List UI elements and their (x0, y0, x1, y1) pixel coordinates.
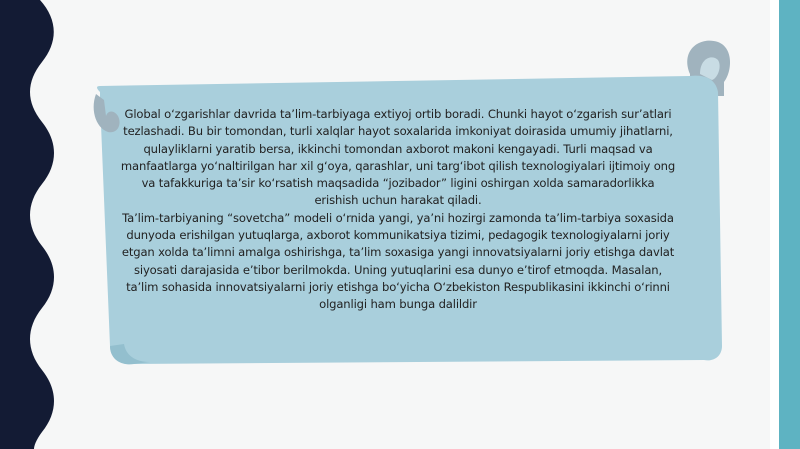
paragraph-1: Global o‘zgarishlar davrida ta’lim-tarbiyaga extiyoj ortib boradi. Chunki hayot o‘zgarish sur’atlari tezlashadi. Bu bir tomondan, turli xalqlar hayot soxalarida imkoniyat doirasida umumiy jihatlarni, qulayliklarni yaratib bersa, ikkinchi tomondan axborot makoni kengayadi. Turli maqsad va manfaatlarga yo‘naltirilgan har xil g‘oya, qarashlar, uni targ‘ibot qilish texnologiyalari ijtimoiy ong va tafakkuriga ta’sir ko‘rsatish maqsadida “jozibador” ligini oshirgan xolda samaradorlikka erishish uchun harakat qiladi. (120, 107, 676, 208)
main-text (118, 106, 678, 314)
paragraph-2: Ta’lim-tarbiyaning “sovetcha” modeli o‘rnida yangi, ya’ni hozirgi zamonda ta’lim-tarbiya soxasida dunyoda erishilgan yutuqlarga, axborot kommunikatsiya tizimi, pedagogik texnologiyalarni joriy etgan xolda ta’limni amalga oshirishga, ta’lim soxasiga yangi innovatsiyalarni joriy etishga davlat siyosati darajasida e’tibor berilmokda. Uning yutuqlarini esa dunyo e’tirof etmoqda. Masalan, ta’lim sohasida innovatsiyalarni joriy etishga bo‘yicha O‘zbekiston Respublikasini ikkinchi o‘rinni olganligi ham bunga dalildir (121, 210, 675, 312)
